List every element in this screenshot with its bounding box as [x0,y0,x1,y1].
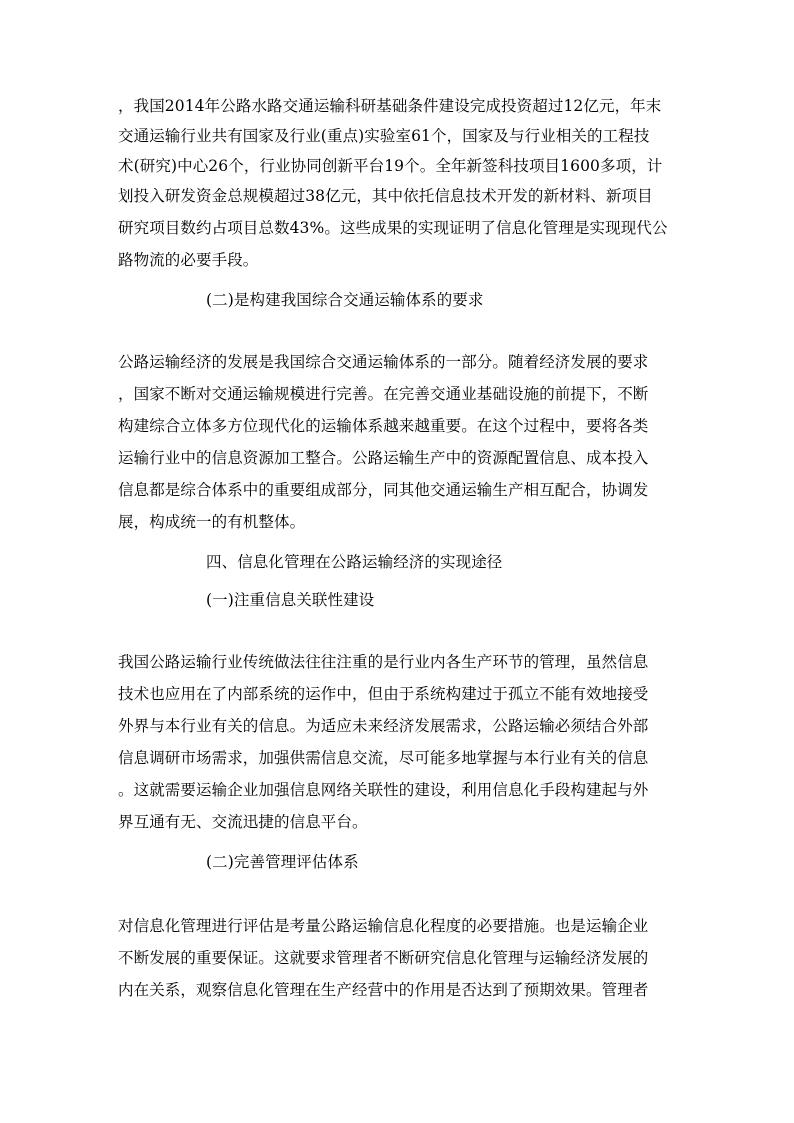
paragraph-line: 研究项目数约占项目总数43%。这些成果的实现证明了信息化管理是实现现代公 [118,219,668,237]
paragraph-line: 术(研究)中心26个，行业协同创新平台19个。全年新签科技项目1600多项，计 [118,157,663,175]
paragraph-line: 对信息化管理进行评估是考量公路运输信息化程度的必要措施。也是运输企业 [118,917,649,935]
paragraph-line: 路物流的必要手段。 [118,251,259,269]
paragraph-line: 交通运输行业共有国家及行业(重点)实验室61个，国家及与行业相关的工程技 [118,127,650,145]
paragraph-line: 我国公路运输行业传统做法往往注重的是行业内各生产环节的管理，虽然信息 [118,653,649,671]
subsection-heading-evaluation-system: (二)完善管理评估体系 [206,853,359,871]
paragraph-line: 外界与本行业有关的信息。为适应未来经济发展需求，公路运输必须结合外部 [118,717,649,735]
paragraph-line: 信息调研市场需求，加强供需信息交流，尽可能多地掌握与本行业有关的信息 [118,749,649,767]
paragraph-line: 运输行业中的信息资源加工整合。公路运输生产中的资源配置信息、成本投入 [118,449,649,467]
paragraph-line: 构建综合立体多方位现代化的运输体系越来越重要。在这个过程中，要将各类 [118,417,649,435]
paragraph-line: 不断发展的重要保证。这就要求管理者不断研究信息化管理与运输经济发展的 [118,949,649,967]
paragraph-line: 界互通有无、交流迅捷的信息平台。 [118,813,368,831]
paragraph-line: 划投入研发资金总规模超过38亿元，其中依托信息技术开发的新材料、新项目 [118,187,653,205]
paragraph-line: 公路运输经济的发展是我国综合交通运输体系的一部分。随着经济发展的要求 [118,353,649,371]
paragraph-line: 技术也应用在了内部系统的运作中，但由于系统构建过于孤立不能有效地接受 [118,685,649,703]
paragraph-line: 信息都是综合体系中的重要组成部分，同其他交通运输生产相互配合，协调发 [118,481,649,499]
paragraph-line: 。这就需要运输企业加强信息网络关联性的建设，利用信息化手段构建起与外 [118,781,649,799]
section-heading-implementation-paths: 四、信息化管理在公路运输经济的实现途径 [206,553,503,571]
paragraph-line: 内在关系，观察信息化管理在生产经营中的作用是否达到了预期效果。管理者 [118,981,649,999]
paragraph-line: 展，构成统一的有机整体。 [118,513,306,531]
paragraph-line: ，国家不断对交通运输规模进行完善。在完善交通业基础设施的前提下，不断 [118,385,649,403]
paragraph-line: ，我国2014年公路水路交通运输科研基础条件建设完成投资超过12亿元，年末 [118,97,662,115]
section-heading-comprehensive-transport: (二)是构建我国综合交通运输体系的要求 [206,291,484,309]
subsection-heading-information-relevance: (一)注重信息关联性建设 [206,591,375,609]
